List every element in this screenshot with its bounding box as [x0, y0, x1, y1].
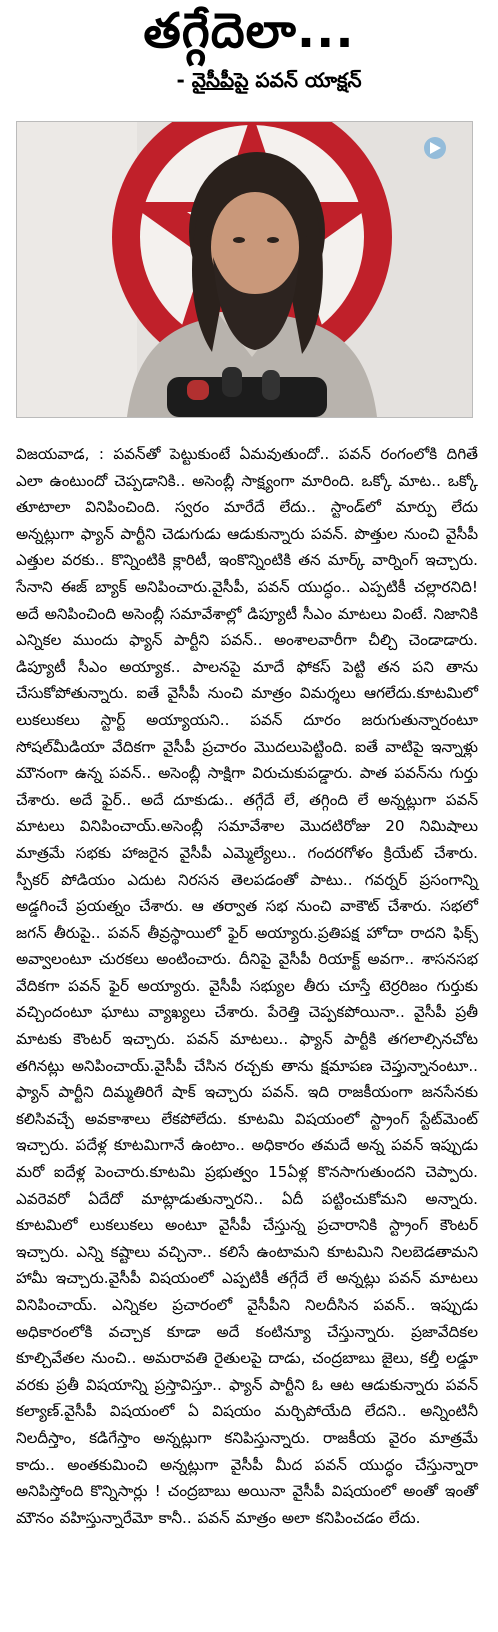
headline: తగ్గేదెలా...: [143, 3, 355, 59]
subheadline-underlined: వైసీపీపై: [191, 68, 249, 92]
article-body: విజయవాడ, : పవన్‌తో పెట్టుకుంటే ఏమవుతుందో.. పవన్ రంగంలోకి దిగితే ఎలా ఉంటుందో చెప్పడానికి.. అసెంబ్లీ సాక్ష్యంగా మారింది. ఒక్కో మాట.. ఒక్కో తూటాలా వినిపించింది. స్వరం మారేదే లేదు.. స్టాండ్‌లో మార్పు లేదు అన్నట్లుగా ఫ్యాన్ పార్టీని చెడుగుడు ఆడుకున్నారు పవన్. పొత్తుల నుంచి వైసీపీ ఎత్తుల వరకు.. కొన్నింటికి క్లారిటీ, ఇంకొన్నింటికి తన మార్క్ వార్నింగ్ ఇచ్చారు. సేనాని ఈజ్ బ్యాక్ అనిపించారు.వైసీపీ, పవన్ యుద్ధం.. ఎప్పటికీ చల్లారనిది! అదే అనిపించింది అసెంబ్లీ సమావేశాల్లో డిప్యూటీ సీఎం మాటలు వింటే. నిజానికి ఎన్నికల ముందు ఫ్యాన్ పార్టీని పవన్.. అంశాలవారీగా చీల్చి చెండాడారు. డిప్యూటీ సీఎం అయ్యాక.. పాలనపై మాదే ఫోకస్ పెట్టి తన పని తాను చేసుకోపోతున్నారు. ఐతే వైసీపీ నుంచి మాత్రం విమర్శలు ఆగలేదు.కూటమిలో లుకలుకలు స్టార్ట్ అయ్యాయని.. పవన్ దూరం జరుగుతున్నారంటూ సోషల్‌మీడియా వేదికగా వైసీపీ ప్రచారం మొదలుపెట్టింది. ఐతే వాటిపై ఇన్నాళ్లు మౌనంగా ఉన్న పవన్.. అసెంబ్లీ సాక్షిగా విరుచుకుపడ్డారు. పాత పవన్‌ను గుర్తు చేశారు. అదే ఫైర్.. అదే దూకుడు.. తగ్గేదే లే, తగ్గింది లే అన్నట్లుగా పవన్ మాటలు వినిపించాయ్.అసెంబ్లీ సమావేశాల మొదటిరోజు 20 నిమిషాలు మాత్రమే సభకు హాజరైన వైసీపీ ఎమ్మెల్యేలు.. గందరగోళం క్రియేట్ చేశారు. స్పీకర్ పోడియం ఎదుట నిరసన తెలపడంతో పాటు.. గవర్నర్ ప్రసంగాన్ని అడ్డగించే ప్రయత్నం చేశారు. ఆ తర్వాత సభ నుంచి వాకౌట్ చేశారు. సభలో జగన్ తీరుపై.. పవన్ తీవ్రస్థాయిలో ఫైర్ అయ్యారు.ప్రతిపక్ష హోదా రాదని ఫిక్స్ అవ్వాలంటూ చురకలు అంటించారు. దీనిపై వైసీపీ రియాక్ట్ అవగా.. శాసనసభ వేదికగా పవన్ ఫైర్ అయ్యారు. వైసీపీ సభ్యుల తీరు చూస్తే టెర్రరిజం గుర్తుకు వచ్చిందంటూ ఘాటు వ్యాఖ్యలు చేశారు. పేరెత్తి చెప్పకపోయినా.. వైసీపీ ప్రతీ మాటకు కౌంటర్ ఇచ్చారు. పవన్ మాటలు.. ఫ్యాన్ పార్టీకి తగలాల్సినచోట తగినట్లు అనిపించాయ్.వైసీపీ చేసిన రచ్చకు తాను క్షమాపణ చెప్తున్నానంటూ.. ఫ్యాన్ పార్టీని దిమ్మతిరిగే షాక్ ఇచ్చారు పవన్. ఇది రాజకీయంగా జనసేనకు కలిసివచ్చే అవకాశాలు లేకపోలేదు. కూటమి విషయంలో స్ట్రాంగ్ స్టేట్‌మెంట్ ఇచ్చారు. పదేళ్ల కూటమిగానే ఉంటాం.. అధికారం తమదే అన్న పవన్ ఇప్పుడు మరో ఐదేళ్ల పెంచారు.కూటమి ప్రభుత్వం 15ఏళ్ల కొనసాగుతుందని చెప్పారు. ఎవరెవరో ఏదేదో మాట్లాడుతున్నారని.. ఏదీ పట్టించుకోమని అన్నారు. కూటమిలో లుకలుకలు అంటూ వైసీపీ చేస్తున్న ప్రచారానికి స్ట్రాంగ్ కౌంటర్ ఇచ్చారు. ఎన్ని కష్టాలు వచ్చినా.. కలిసే ఉంటామని కూటమిని నిలబెడతామని హామీ ఇచ్చారు.వైసీపీ విషయంలో ఎప్పటికీ తగ్గేదే లే అన్నట్లు పవన్ మాటలు వినిపించాయ్. ఎన్నికల ప్రచారంలో వైసీపీని నిలదీసిన పవన్.. ఇప్పుడు అధికారంలోకి వచ్చాక కూడా అదే కంటిన్యూ చేస్తున్నారు. ప్రజావేదికల కూల్చివేతల నుంచి.. అమరావతి రైతులపై దాడు, చంద్రబాబు జైలు, కల్తీ లడ్డూ వరకు ప్రతీ విషయాన్ని ప్రస్తావిస్తూ.. ఫ్యాన్ పార్టీని ఓ ఆట ఆడుకున్నారు పవన్ కల్యాణ్.వైసీపీ విషయంలో ఏ విషయం మర్చిపోయేది లేదని.. అన్నింటినీ నిలదీస్తాం, కడిగేస్తాం అన్నట్లుగా కనిపిస్తున్నారు. రాజకీయ వైరం మాత్రమే కాదు.. అంతకుమించి అన్నట్లుగా వైసీపీ మీద పవన్ యుద్ధం చేస్తున్నారా అనిపిస్తోంది కొన్నిసార్లు ! చంద్రబాబు అయినా వైసీపీ విషయంలో అంతో ఇంతో మౌనం వహిస్తున్నారేమో కానీ.. పవన్ మాత్రం అలా కనిపించడం లేదు.: [16, 445, 478, 1527]
subheadline-rest: పవన్ యాక్షన్: [248, 68, 362, 92]
person-speaking-photo-icon: [17, 122, 472, 417]
subheadline: [0, 66, 498, 94]
subheadline-dash: -: [176, 68, 192, 92]
article-photo: [16, 121, 473, 418]
